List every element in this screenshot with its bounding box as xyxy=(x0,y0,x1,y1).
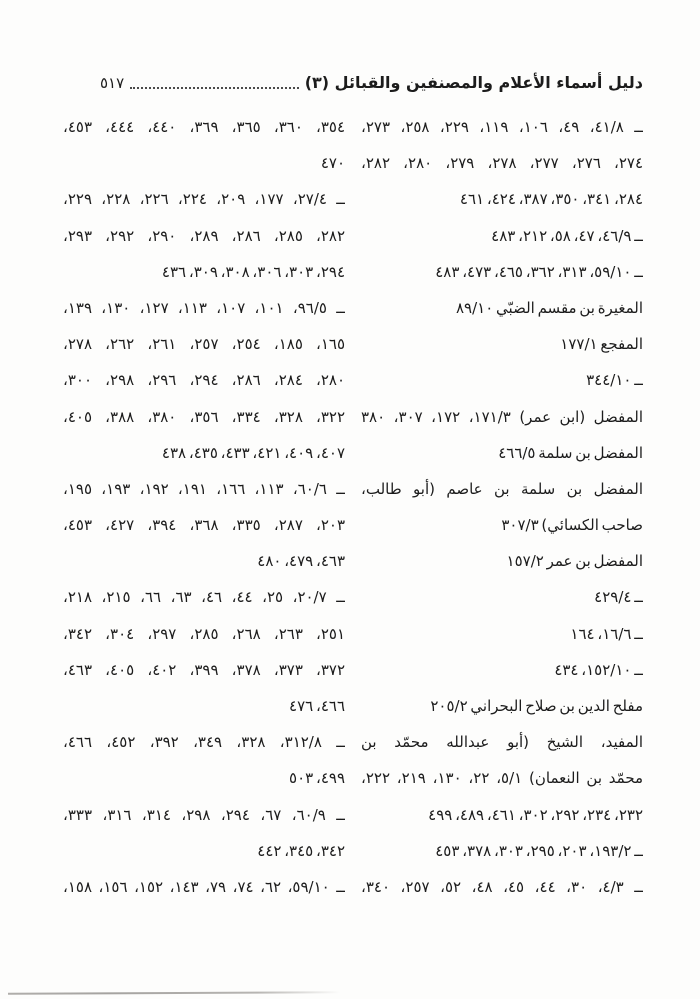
index-line: ٣٢٢، ٣٢٨، ٣٣٤، ٣٥٦، ٣٨٠، ٣٨٨، ٤٠٥، xyxy=(63,407,345,426)
page-title: دليل أسماء الأعلام والمصنفين والقبائل (٣) xyxy=(304,73,643,92)
index-line: ــ ١٥٢/١٠، ٤٣٤ xyxy=(554,660,643,679)
index-line: صاحب الكسائي) ٣٠٧/٣ xyxy=(501,516,643,535)
index-line: ــ ٦٠/٦، ١١٣، ١٦٦، ١٩١، ١٩٢، ١٩٣، ١٩٥، xyxy=(63,479,345,498)
index-line: ــ ٥٩/١٠، ٣١٣، ٣٦٢، ٤٦٥، ٤٧٣، ٤٨٣ xyxy=(435,262,643,281)
index-line: ــ ٤١/٨، ٤٩، ١٠٦، ١١٩، ٢٢٩، ٢٥٨، ٢٧٣، xyxy=(361,118,643,136)
index-line: ٢٨٢، ٢٨٥، ٢٨٦، ٢٨٩، ٢٩٠، ٢٩٢، ٢٩٣، xyxy=(63,226,345,245)
index-line: ــ ٦٠/٩، ٦٧، ٢٩٤، ٢٩٨، ٣١٤، ٣١٦، ٣٣٣، xyxy=(63,805,345,824)
index-line: ــ ١٩٣/٢، ٢٠٣، ٢٩٥، ٣٠٣، ٣٧٨، ٤٥٣ xyxy=(435,841,643,860)
index-line: ــ ٣١٢/٨، ٣٢٨، ٣٤٩، ٣٩٢، ٤٥٢، ٤٦٦، xyxy=(63,733,345,752)
index-line: المفضل بن سلمة ٤٦٦/٥ xyxy=(498,443,643,462)
index-line: المفضل بن عمر ١٥٧/٢ xyxy=(506,552,643,571)
index-line: ٢٩٤، ٣٠٣، ٣٠٦، ٣٠٨، ٣٠٩، ٤٣٦ xyxy=(161,262,345,281)
page-header xyxy=(100,64,643,96)
index-line: المفجع ١٧٧/١ xyxy=(560,335,643,354)
index-line: ــ ١٦/٦، ١٦٤ xyxy=(570,624,643,643)
index-line: المفيد، الشيخ (أبو عبدالله محمّد بن xyxy=(361,733,643,752)
index-line: ٢٧٤، ٢٧٦، ٢٧٧، ٢٧٨، ٢٧٩، ٢٨٠، ٢٨٢، xyxy=(361,154,643,173)
index-line: ٣٧٢، ٣٧٣، ٣٧٨، ٣٩٩، ٤٠٢، ٤٠٥، ٤٦٣، xyxy=(63,660,345,679)
index-line: ٣٥٤، ٣٦٠، ٣٦٥، ٣٦٩، ٤٤٠، ٤٤٤، ٤٥٣، xyxy=(63,118,345,136)
index-line: ١٦٥، ١٨٥، ٢٥٤، ٢٥٧، ٢٦١، ٢٦٢، ٢٧٨، xyxy=(63,335,345,354)
index-line: ــ ٤٢٩/٤ xyxy=(594,588,643,607)
index-line: ٤٩٩، ٥٠٣ xyxy=(289,769,345,788)
index-line: ٤٠٧، ٤٠٩، ٤٢١، ٤٣٣، ٤٣٥، ٤٣٨ xyxy=(161,443,345,462)
index-line: ٢٥١، ٢٦٣، ٢٦٨، ٢٨٥، ٢٩٧، ٣٠٤، ٣٤٢، xyxy=(63,624,345,643)
index-line: ــ ٩٦/٥، ١٠١، ١٠٧، ١١٣، ١٢٧، ١٣٠، ١٣٩، xyxy=(63,298,345,317)
index-line: المغيرة بن مقسم الضبّي ٨٩/١٠ xyxy=(455,298,643,317)
index-line: ٢٠٣، ٢٨٧، ٣٣٥، ٣٦٨، ٣٩٤، ٤٢٧، ٤٥٣، xyxy=(63,516,345,535)
index-line: ٤٦٦، ٤٧٦ xyxy=(289,697,345,715)
index-line: ٢٨٤، ٣٤١، ٣٥٠، ٣٨٧، ٤٢٤، ٤٦١ xyxy=(459,190,643,209)
index-line: ــ ٤٦/٩، ٤٧، ٥٨، ٢١٢، ٤٨٣ xyxy=(491,226,643,245)
index-line: ــ ٥٩/١٠، ٦٢، ٧٤، ٧٩، ١٤٣، ١٥٢، ١٥٦، ١٥٨، xyxy=(63,877,345,896)
index-line: ٢٨٠، ٢٨٤، ٢٨٦، ٢٩٤، ٢٩٦، ٢٩٨، ٣٠٠، xyxy=(63,371,345,390)
index-line: ــ ٢٠/٧، ٢٥، ٤٤، ٤٦، ٦٣، ٦٦، ٢١٥، ٢١٨، xyxy=(63,588,345,607)
index-line: المفضل بن سلمة بن عاصم (أبو طالب، xyxy=(361,479,643,498)
page-number: ٥١٧ xyxy=(100,74,125,92)
index-line: محمّد بن النعمان) ٥/١، ٢٢، ١٣٠، ٢١٩، ٢٢٢، xyxy=(361,769,643,788)
index-line: ٢٣٢، ٢٣٤، ٢٩٢، ٣٠٢، ٤٦١، ٤٨٩، ٤٩٩ xyxy=(428,805,643,824)
index-line: مفلح الدين بن صلاح البحراني ٢٠٥/٢ xyxy=(430,697,643,715)
index-line: ٣٤٢، ٣٤٥، ٤٤٢ xyxy=(257,841,345,860)
index-line: ــ ٣٤٤/١٠ xyxy=(586,371,643,390)
dotted-leader xyxy=(130,87,299,89)
column-left xyxy=(63,109,345,905)
index-line: ٤٧٠ xyxy=(320,154,345,173)
scan-edge-artifact xyxy=(8,991,340,994)
column-right xyxy=(361,109,643,905)
index-line: ٤٦٣، ٤٧٩، ٤٨٠ xyxy=(257,552,345,571)
index-content xyxy=(63,109,643,905)
index-line: ــ ٢٧/٤، ١٧٧، ٢٠٩، ٢٢٤، ٢٢٦، ٢٢٨، ٢٢٩، xyxy=(63,190,345,209)
index-line: ــ ٤/٣، ٣٠، ٤٤، ٤٥، ٤٨، ٥٢، ٢٥٧، ٣٤٠، xyxy=(361,877,643,896)
index-line: المفضل (ابن عمر) ١٧١/٣، ١٧٢، ٣٠٧، ٣٨٠ xyxy=(361,407,643,426)
